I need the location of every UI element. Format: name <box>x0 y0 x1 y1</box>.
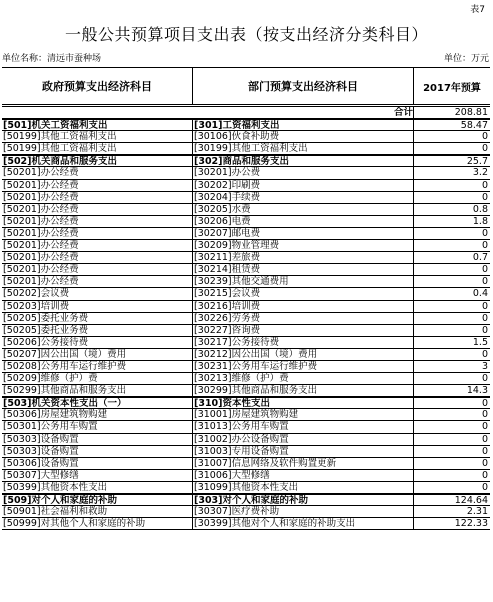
header-dept-category: 部门预算支出经济科目 <box>192 68 413 104</box>
table-row <box>2 276 490 288</box>
dept-category-cell: [301]工资福利支出 <box>192 120 413 130</box>
gov-category-cell: [50306]设备购置 <box>3 457 79 469</box>
dept-category-cell: [30212]因公出国（境）费用 <box>192 349 413 360</box>
table-body <box>2 119 490 530</box>
dept-category-cell: [30204]手续费 <box>192 192 413 203</box>
budget-value-cell: 0.8 <box>413 204 490 215</box>
table-row <box>2 421 490 433</box>
table-row <box>2 313 490 325</box>
table-row <box>2 385 490 397</box>
table-number: 表7 <box>470 5 485 15</box>
gov-category-cell: [50205]委托业务费 <box>3 324 89 336</box>
budget-value-cell: 58.47 <box>413 120 490 130</box>
budget-value-cell: 0 <box>413 409 490 420</box>
budget-value-cell: 0 <box>413 240 490 251</box>
gov-category-cell: [50901]社会福利和救助 <box>3 506 108 518</box>
gov-category-cell: [50303]设备购置 <box>3 433 79 445</box>
dept-category-cell: [31003]专用设备购置 <box>192 446 413 457</box>
gov-category-cell: [502]机关商品和服务支出 <box>3 156 118 167</box>
budget-value-cell: 0 <box>413 458 490 469</box>
table-row <box>2 216 490 228</box>
dept-category-cell: [30207]邮电费 <box>192 228 413 239</box>
gov-category-cell: [50201]办公经费 <box>3 179 79 191</box>
dept-category-cell: [30213]维修（护）费 <box>192 373 413 384</box>
dept-category-cell: [31006]大型修缮 <box>192 470 413 481</box>
dept-category-cell: [30227]咨询费 <box>192 325 413 336</box>
dept-category-cell: [31001]房屋建筑物购建 <box>192 409 413 420</box>
budget-value-cell: 124.64 <box>413 495 490 505</box>
table-row <box>2 204 490 216</box>
budget-value-cell: 0 <box>413 470 490 481</box>
table-row <box>2 373 490 385</box>
budget-value-cell: 25.7 <box>413 156 490 166</box>
table-row <box>2 192 490 204</box>
table-row <box>2 518 490 530</box>
budget-value-cell: 0 <box>413 264 490 275</box>
budget-value-cell: 14.3 <box>413 385 490 396</box>
table-row <box>2 458 490 470</box>
category-row <box>2 397 490 409</box>
gov-category-cell: [50201]办公经费 <box>3 203 79 215</box>
header-gov-category: 政府预算支出经济科目 <box>42 80 152 93</box>
gov-category-cell: [501]机关工资福利支出 <box>3 120 108 131</box>
gov-category-cell: [509]对个人和家庭的补助 <box>3 495 118 506</box>
dept-category-cell: [31002]办公设备购置 <box>192 434 413 445</box>
gov-category-cell: [50201]办公经费 <box>3 215 79 227</box>
dept-category-cell: [31099]其他资本性支出 <box>192 482 413 493</box>
table-row <box>2 180 490 192</box>
budget-value-cell: 3.2 <box>413 167 490 178</box>
category-row <box>2 155 490 167</box>
budget-value-cell: 1.8 <box>413 216 490 227</box>
budget-value-cell: 0 <box>413 192 490 203</box>
budget-value-cell: 2.31 <box>413 506 490 517</box>
category-row <box>2 494 490 506</box>
gov-category-cell: [50303]设备购置 <box>3 445 79 457</box>
dept-category-cell: [30231]公务用车运行维护费 <box>192 361 413 372</box>
gov-category-cell: [50307]大型修缮 <box>3 469 79 481</box>
dept-category-cell: [30299]其他商品和服务支出 <box>192 385 413 396</box>
total-row <box>2 107 490 119</box>
dept-category-cell: [30217]公务接待费 <box>192 337 413 348</box>
budget-value-cell: 1.5 <box>413 337 490 348</box>
gov-category-cell: [50201]办公经费 <box>3 240 79 252</box>
page-title: 一般公共预算项目支出表（按支出经济分类科目） <box>64 25 428 44</box>
gov-category-cell: [50201]办公经费 <box>3 276 79 288</box>
budget-value-cell: 0 <box>413 325 490 336</box>
gov-category-cell: [50201]办公经费 <box>3 227 79 239</box>
table-row <box>2 252 490 264</box>
gov-category-cell: [50201]办公经费 <box>3 264 79 276</box>
dept-category-cell: [30211]差旅费 <box>192 252 413 263</box>
table-row <box>2 131 490 143</box>
budget-value-cell: 0 <box>413 434 490 445</box>
dept-category-cell: [30205]水费 <box>192 204 413 215</box>
table-row <box>2 240 490 252</box>
total-label: 合计 <box>393 107 413 118</box>
gov-category-cell: [50399]其他资本性支出 <box>3 481 108 493</box>
dept-category-cell: [30199]其他工资福利支出 <box>192 143 413 154</box>
budget-value-cell: 0 <box>413 482 490 493</box>
dept-category-cell: [30209]物业管理费 <box>192 240 413 251</box>
dept-category-cell: [30201]办公费 <box>192 167 413 178</box>
gov-category-cell: [50301]公务用车购置 <box>3 421 98 433</box>
budget-value-cell: 122.33 <box>413 518 490 529</box>
gov-category-cell: [50207]因公出国（境）费用 <box>3 348 127 360</box>
table-row <box>2 301 490 313</box>
gov-category-cell: [50209]维修（护）费 <box>3 373 98 385</box>
gov-category-cell: [50199]其他工资福利支出 <box>3 143 117 155</box>
table-row <box>2 361 490 373</box>
dept-category-cell: [302]商品和服务支出 <box>192 156 413 166</box>
unit-info-row <box>0 51 493 63</box>
budget-table <box>2 67 490 530</box>
dept-category-cell: [30206]电费 <box>192 216 413 227</box>
unit-of-measure: 单位：万元 <box>443 54 489 64</box>
gov-category-cell: [50203]培训费 <box>3 300 70 312</box>
table-row <box>2 434 490 446</box>
dept-category-cell: [30106]伙食补助费 <box>192 131 413 142</box>
gov-category-cell: [503]机关资本性支出（一） <box>3 398 127 409</box>
table-header <box>2 67 490 105</box>
table-row <box>2 264 490 276</box>
gov-category-cell: [50199]其他工资福利支出 <box>3 131 117 143</box>
gov-category-cell: [50202]会议费 <box>3 288 70 300</box>
table-row <box>2 470 490 482</box>
gov-category-cell: [50306]房屋建筑物购建 <box>3 409 108 421</box>
dept-category-cell: [30215]会议费 <box>192 288 413 299</box>
budget-value-cell: 0 <box>413 143 490 154</box>
table-row <box>2 409 490 421</box>
dept-category-cell: [30202]印刷费 <box>192 180 413 191</box>
header-budget-2017: 2017年预算 <box>413 68 490 104</box>
gov-category-cell: [50206]公务接待费 <box>3 336 89 348</box>
gov-category-cell: [50201]办公经费 <box>3 252 79 264</box>
gov-category-cell: [50201]办公经费 <box>3 167 79 179</box>
dept-category-cell: [30399]其他对个人和家庭的补助支出 <box>192 518 413 529</box>
dept-category-cell: [31007]信息网络及软件购置更新 <box>192 458 413 469</box>
budget-value-cell: 0 <box>413 349 490 360</box>
budget-value-cell: 0 <box>413 313 490 324</box>
table-row <box>2 167 490 179</box>
gov-category-cell: [50201]办公经费 <box>3 191 79 203</box>
table-row <box>2 228 490 240</box>
table-row <box>2 337 490 349</box>
dept-category-cell: [310]资本性支出 <box>192 398 413 408</box>
budget-value-cell: 0.7 <box>413 252 490 263</box>
gov-category-cell: [50205]委托业务费 <box>3 312 89 324</box>
gov-category-cell: [50299]其他商品和服务支出 <box>3 385 127 397</box>
budget-value-cell: 0 <box>413 276 490 287</box>
budget-value-cell: 0 <box>413 373 490 384</box>
total-spacer <box>2 107 192 118</box>
table-row <box>2 349 490 361</box>
gov-category-cell: [50208]公务用车运行维护费 <box>3 360 127 372</box>
budget-value-cell: 0 <box>413 398 490 408</box>
dept-category-cell: [30216]培训费 <box>192 301 413 312</box>
table-row <box>2 288 490 300</box>
budget-value-cell: 0 <box>413 301 490 312</box>
budget-value-cell: 0 <box>413 446 490 457</box>
dept-category-cell: [31013]公务用车购置 <box>192 421 413 432</box>
budget-value-cell: 0 <box>413 421 490 432</box>
budget-value-cell: 3 <box>413 361 490 372</box>
total-value: 208.81 <box>413 107 490 118</box>
table-row <box>2 143 490 155</box>
dept-category-cell: [30226]劳务费 <box>192 313 413 324</box>
table-row <box>2 446 490 458</box>
budget-value-cell: 0 <box>413 180 490 191</box>
budget-value-cell: 0.4 <box>413 288 490 299</box>
dept-category-cell: [30214]租赁费 <box>192 264 413 275</box>
unit-name: 单位名称：清远市蚕种场 <box>2 54 102 64</box>
table-row <box>2 482 490 494</box>
gov-category-cell: [50999]对其他个人和家庭的补助 <box>3 518 146 530</box>
dept-category-cell: [303]对个人和家庭的补助 <box>192 495 413 505</box>
budget-value-cell: 0 <box>413 228 490 239</box>
table-row <box>2 325 490 337</box>
budget-value-cell: 0 <box>413 131 490 142</box>
dept-category-cell: [30239]其他交通费用 <box>192 276 413 287</box>
table-row <box>2 506 490 518</box>
dept-category-cell: [30307]医疗费补助 <box>192 506 413 517</box>
category-row <box>2 119 490 131</box>
